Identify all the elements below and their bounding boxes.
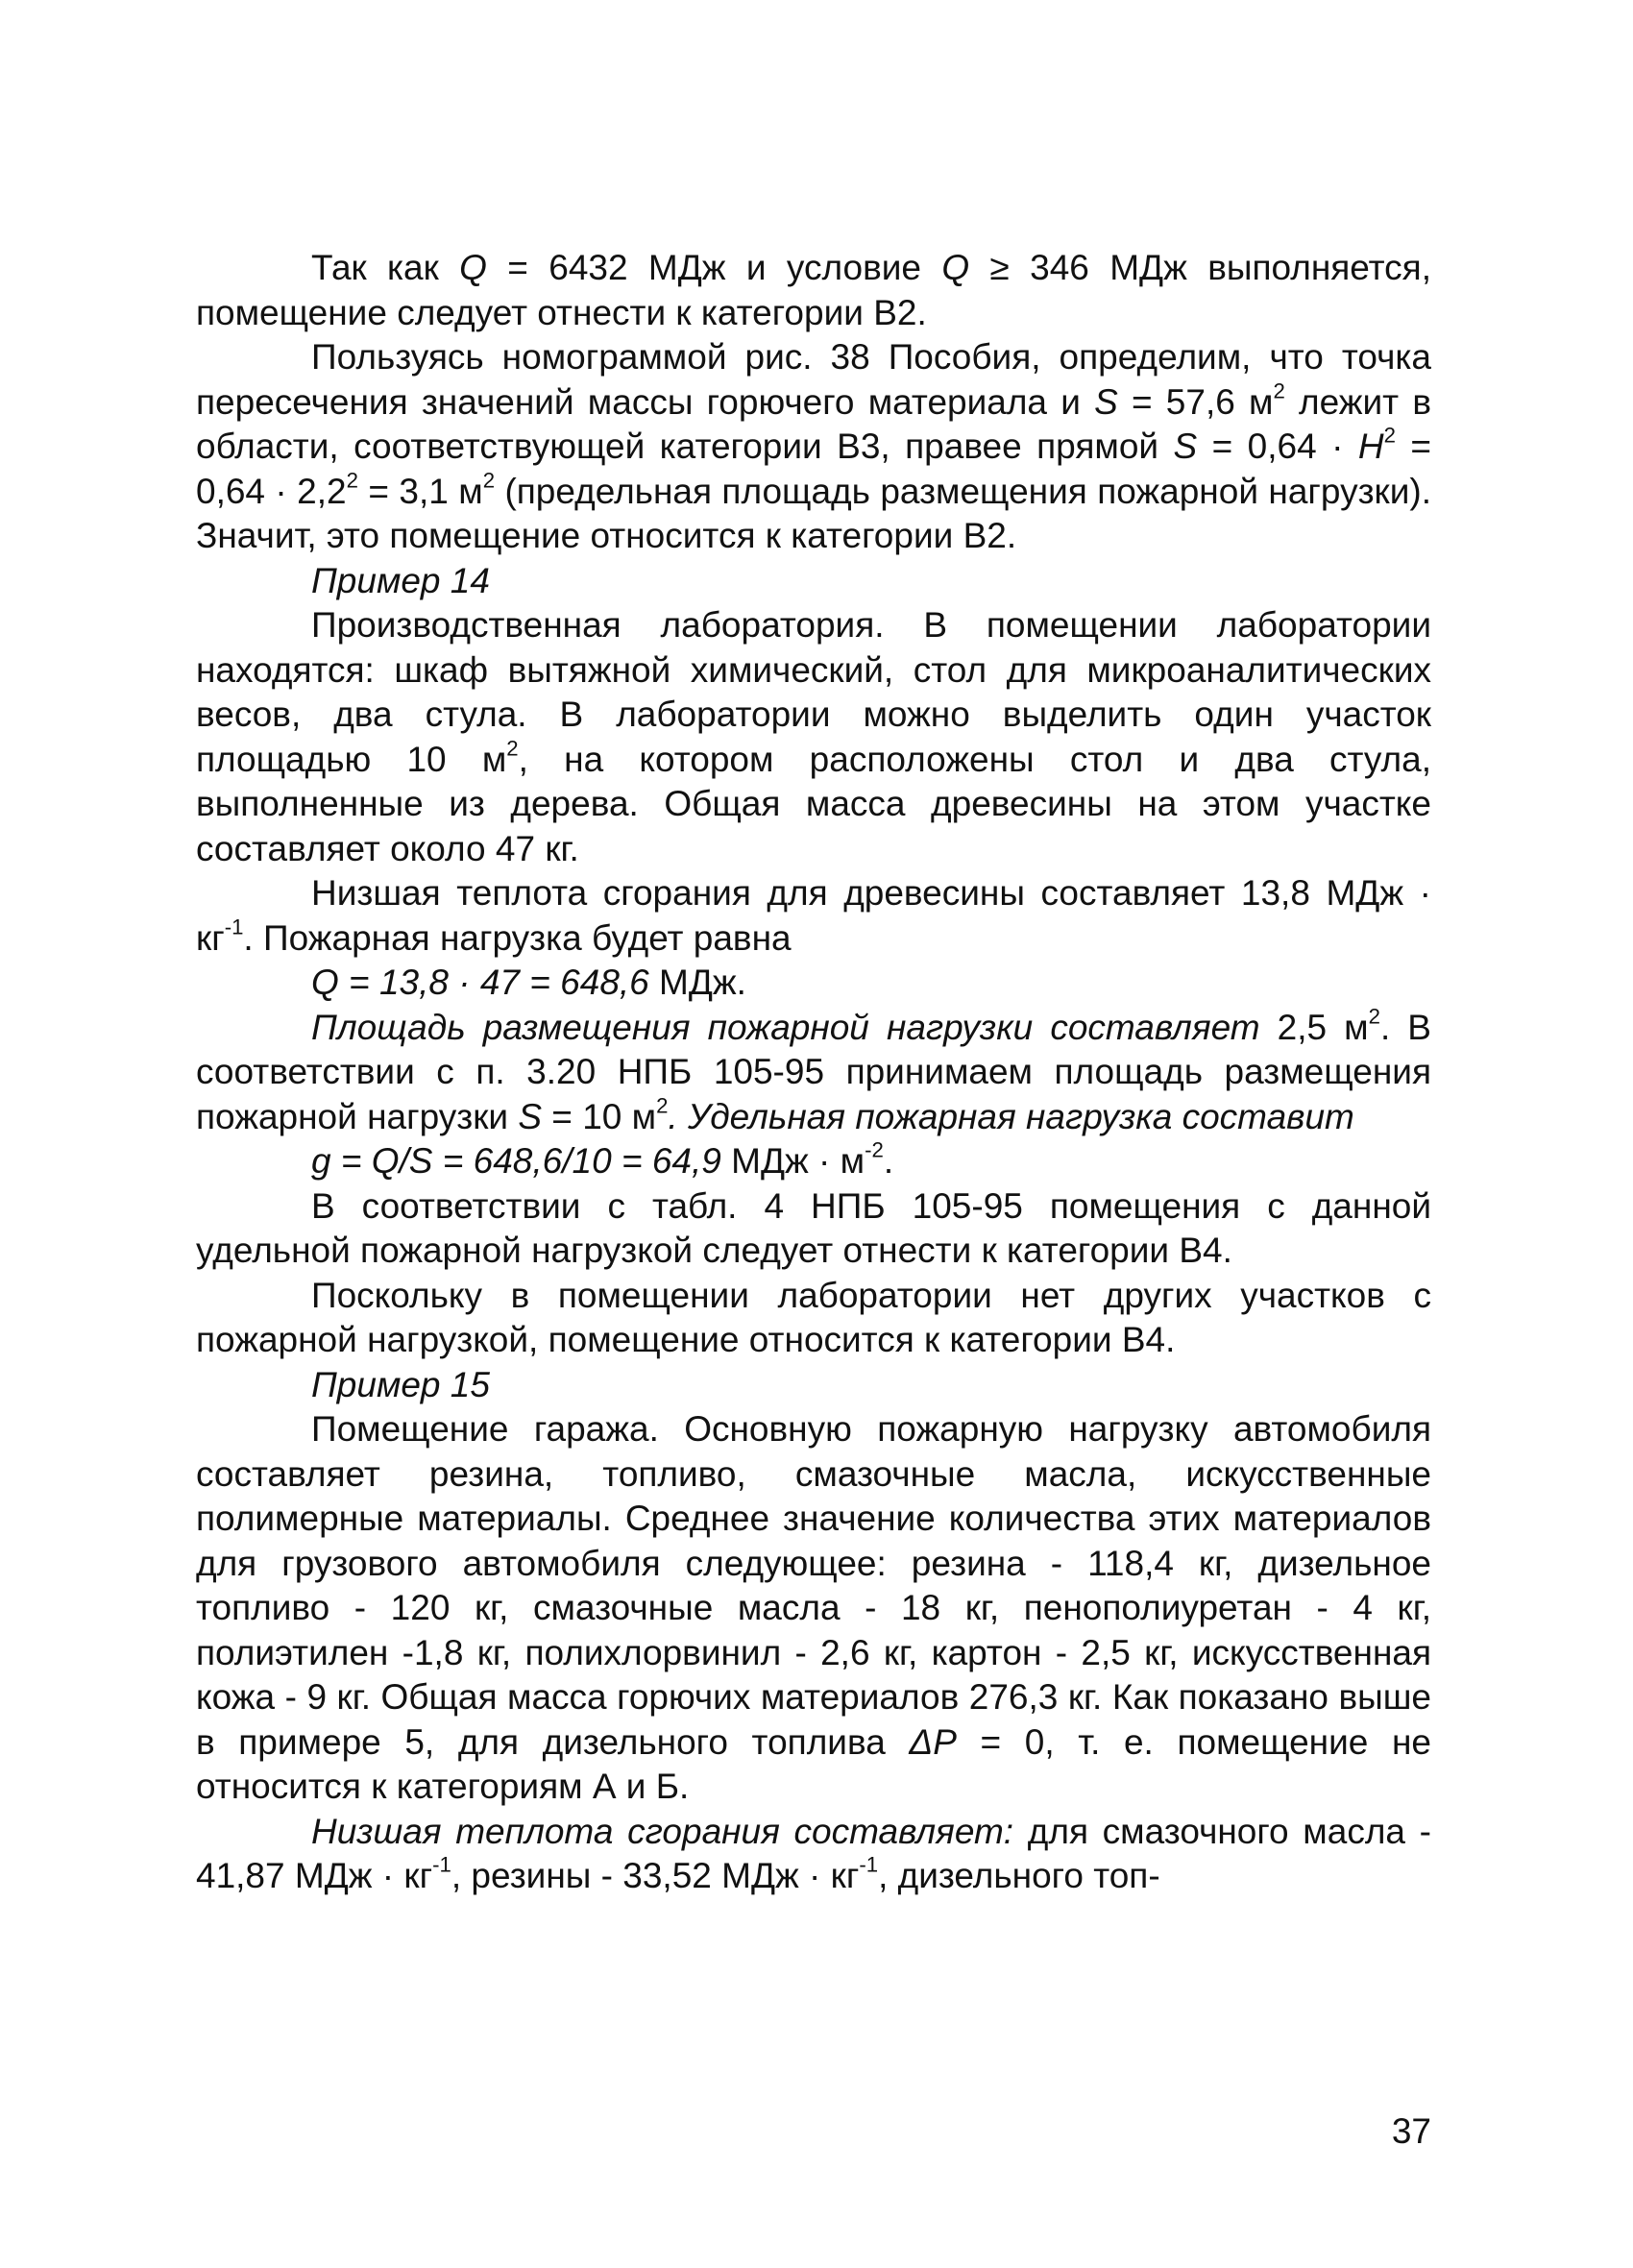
- paragraph-heat-of-combustion: Низшая теплота сгорания для древесины составляет 13,8 МДж · $кг^{-1}$. Пожарная нагрузка будет равна: [196, 873, 1431, 958]
- example-14-heading: Пример 14: [311, 560, 490, 600]
- formula-specific-fire-load: g = Q/S = 648,6/10 = 64,9 МДж · $м^{-2}$.: [311, 1137, 894, 1181]
- paragraph-garage: Помещение гаража. Основную пожарную нагрузку автомобиля составляет резина, топливо, смазочные масла, искусственные полимерные материалы. Среднее значение количества этих материалов для грузового автомобиля следующее: резина - 118,4 кг, дизельное топливо - 120 кг, смазочные масла - 18 кг, пенополиуретан - 4 кг, полиэтилен -1,8 кг, полихлорвинил - 2,6 кг, картон - 2,5 кг, искусственная кожа - 9 кг. Общая масса горючих материалов 276,3 кг. Как показано выше в примере 5, для дизельного топлива ΔP = 0, т. е. помещение не относится к категориям А и Б.: [196, 1409, 1431, 1806]
- paragraph-fire-load-area: Площадь размещения пожарной нагрузки составляет 2,5 $м^2$. В соответствии с п. 3.20 НПБ 105-95 принимаем площадь размещения пожарной нагрузки S = 10 $м^2$. Удельная пожарная нагрузка составит: [196, 1003, 1431, 1136]
- formula-fire-load: Q = 13,8 · 47 = 648,6 МДж.: [311, 963, 746, 1002]
- paragraph-lab-conclusion: Поскольку в помещении лаборатории нет других участков с пожарной нагрузкой, помещение относится к категории В4.: [196, 1275, 1431, 1359]
- paragraph-category-b2-conclusion: Так как Q = 6432 МДж и условие Q ≥ 346 МДж выполняется, помещение следует отнести к категории В2.: [196, 248, 1431, 332]
- paragraph-category-b4: В соответствии с табл. 4 НПБ 105-95 помещения с данной удельной пожарной нагрузкой следует отнести к категории В4.: [196, 1185, 1431, 1270]
- body-text: [196, 246, 1431, 1899]
- paragraph-nomogram: Пользуясь номограммой рис. 38 Пособия, определим, что точка пересечения значений массы горючего материала и S = 57,6 $м^2$ лежит в области, соответствующей категории В3, правее прямой $S = 0,64 \cdot H^2 = 0,64 \cdot 2,2^2 = 3,1$ $м^2$ (предельная площадь размещения пожарной нагрузки). Значит, это помещение относится к категории В2.: [196, 337, 1431, 555]
- paragraph-laboratory: Производственная лаборатория. В помещении лаборатории находятся: шкаф вытяжной химический, стол для микроаналитических весов, два стула. В лаборатории можно выделить один участок площадью 10 $м^2$, на котором расположены стол и два стула, выполненные из дерева. Общая масса древесины на этом участке составляет около 47 кг.: [196, 605, 1431, 868]
- paragraph-heat-values: Низшая теплота сгорания составляет: для смазочного масла - 41,87 МДж · $кг^{-1}$, резины - 33,52 МДж · $кг^{-1}$, дизельного топ-: [196, 1811, 1431, 1895]
- page-number: 37: [1391, 2111, 1431, 2151]
- example-15-heading: Пример 15: [311, 1364, 490, 1404]
